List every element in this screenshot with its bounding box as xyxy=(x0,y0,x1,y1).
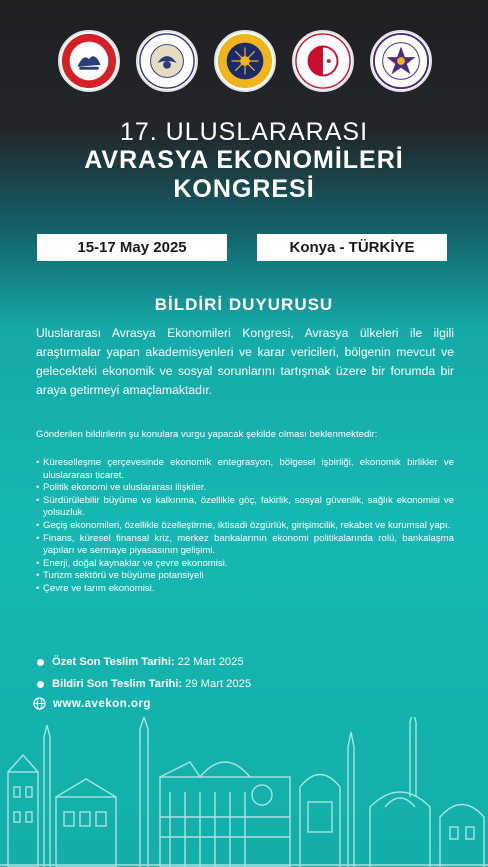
website-link[interactable] xyxy=(33,697,151,710)
list-item: • Çevre ve tarım ekonomisi. xyxy=(36,583,454,596)
list-item: • Finans, küresel finansal kriz, merkez bankalarının ekonomi politikalarında rolü, bankalaşma yapıları ve sermaye piyasasının gelişimi. xyxy=(36,533,454,558)
title-edition: 17. ULUSLARARASI xyxy=(119,118,369,146)
paper-deadline-label: Bildiri Son Teslim Tarihi: xyxy=(52,678,183,690)
intro-paragraph: Uluslararası Avrasya Ekonomileri Kongresi, Avrasya ülkeleri ile ilgili araştırmalar yapan akademisyenleri ve karar vericileri, bölgenin mevcut ve gelecekteki ekonomik ve sosyal sorunlarını tartışmak üzere bir forumda bir araya getirmeyi amaçlamaktadır. xyxy=(36,326,454,397)
list-item: • Politik ekonomi ve uluslararası ilişkiler. xyxy=(36,482,454,495)
list-item: • Turizm sektörü ve büyüme potansiyeli xyxy=(36,570,454,583)
paper-deadline-date: 29 Mart 2025 xyxy=(185,678,252,690)
website-url: www.avekon.org xyxy=(53,697,151,710)
purple-emblem-logo xyxy=(370,30,432,92)
selcuk-universitesi-logo xyxy=(136,30,198,92)
section-heading: BİLDİRİ DUYURUSU xyxy=(154,295,334,314)
globe-icon xyxy=(33,697,46,710)
title-sub: KONGRESİ xyxy=(173,175,315,203)
list-item: • Küreselleşme çerçevesinde ekonomik entegrasyon, bölgesel işbirliği, ekonomik birlikler ve uluslararası ticaret. xyxy=(36,457,454,482)
bullet-dot-icon xyxy=(37,659,44,666)
bullet-dot-icon xyxy=(37,681,44,688)
abstract-deadline-date: 22 Mart 2025 xyxy=(177,656,244,668)
red-emblem-logo xyxy=(58,30,120,92)
paper-deadline xyxy=(36,678,251,690)
date-badge: 15-17 May 2025 xyxy=(37,234,227,261)
topics-list xyxy=(36,457,454,596)
title-main: AVRASYA EKONOMİLERİ xyxy=(84,146,404,174)
location-badge: Konya - TÜRKİYE xyxy=(257,234,447,261)
dogus-universitesi-logo xyxy=(292,30,354,92)
abstract-deadline-label: Özet Son Teslim Tarihi: xyxy=(52,656,175,668)
konya-skyline-illustration xyxy=(0,717,488,867)
abstract-deadline xyxy=(36,656,244,668)
topics-lead: Gönderilen bildirilerin şu konulara vurgu yapacak şekilde olması beklenmektedir: xyxy=(36,429,378,440)
beykent-universitesi-logo xyxy=(214,30,276,92)
list-item: • Geçiş ekonomileri, özellikle özelleştirme, iktisadi özgürlük, girişimcilik, rekabet ve kurumsal yapı. xyxy=(36,520,454,533)
list-item: • Sürdürülebilir büyüme ve kalkınma, özellikle göç, fakirlik, sosyal güvenlik, sağlık ekonomisi ve yolsuzluk. xyxy=(36,495,454,520)
list-item: • Enerji, doğal kaynaklar ve çevre ekonomisi. xyxy=(36,558,454,571)
logo-row xyxy=(58,30,438,96)
